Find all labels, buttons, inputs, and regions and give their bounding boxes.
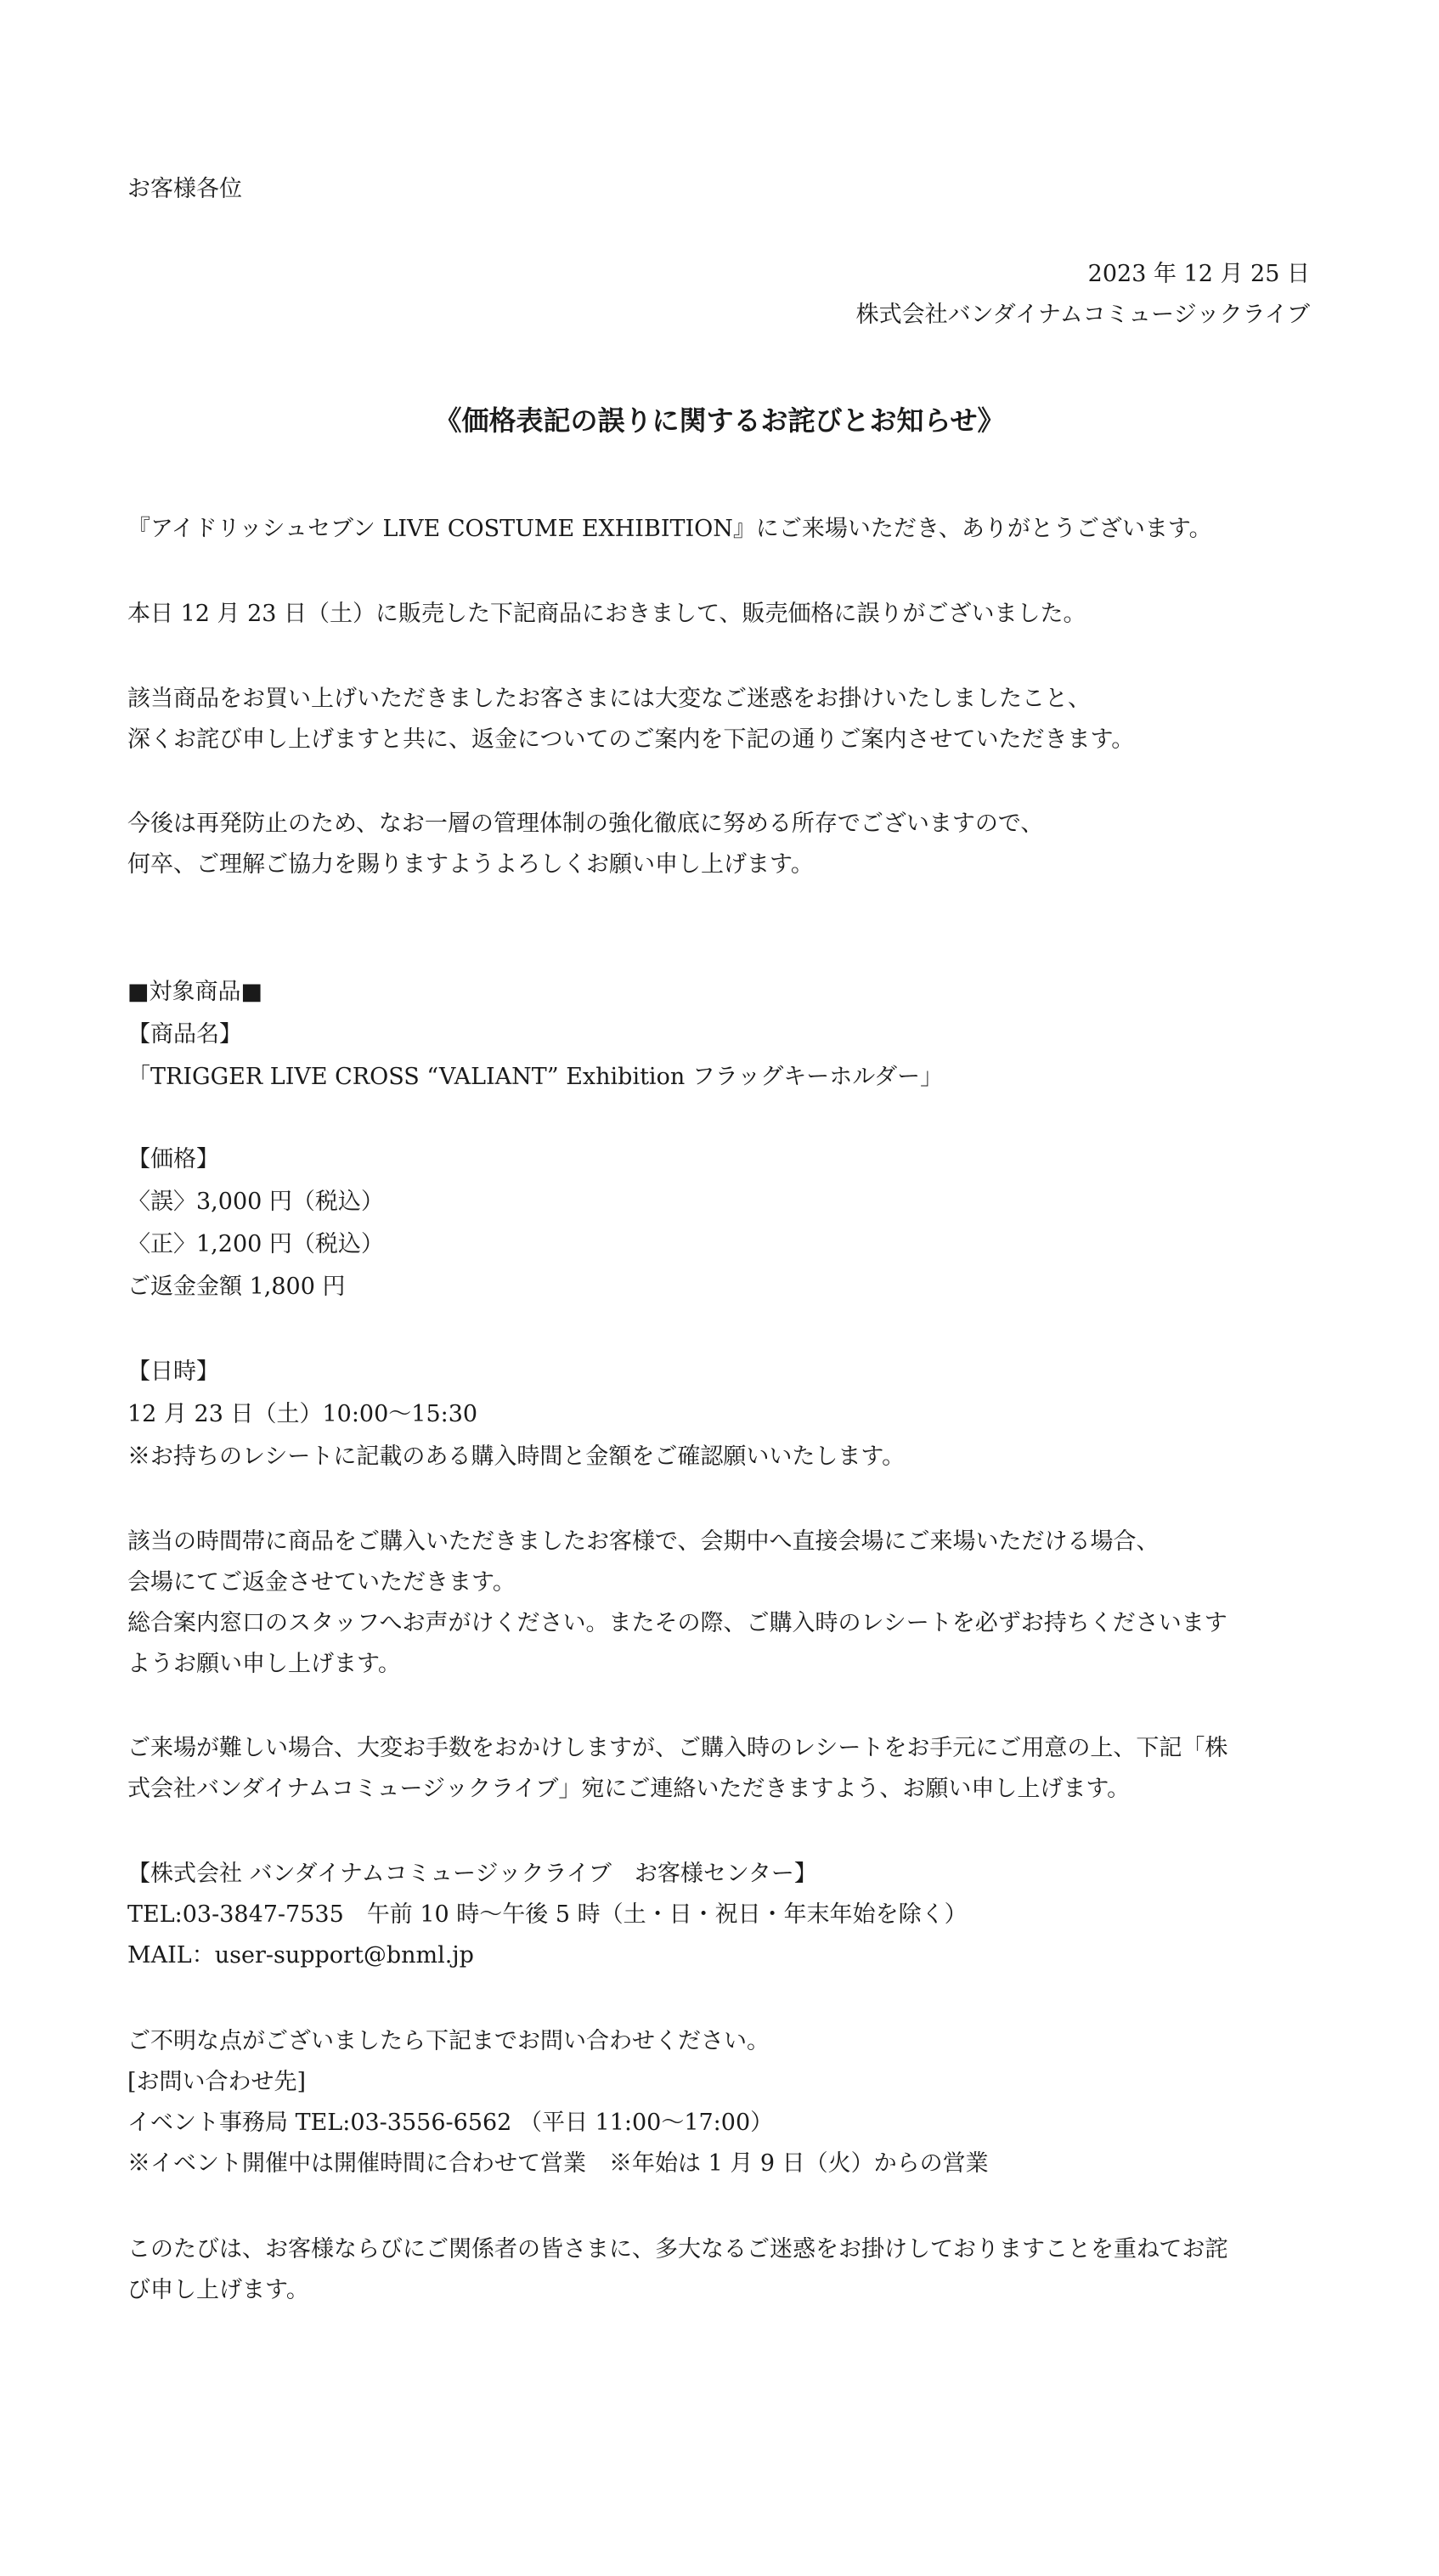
price-label: 【価格】 [127,1146,219,1172]
inquiry-office: イベント事務局 TEL:03-3556-6562 （平日 11:00～17:00） [127,2110,774,2136]
datetime-label: 【日時】 [127,1359,219,1385]
closing-line: び申し上げます。 [127,2277,309,2303]
closing-line: このたびは、お客様ならびにご関係者の皆さまに、多大なるご迷惑をお掛けしておりますことを重ねてお詫 [127,2236,1228,2262]
refund-venue-line: ようお願い申し上げます。 [127,1651,401,1677]
refund-remote-line: ご来場が難しい場合、大変お手数をおかけしますが、ご購入時のレシートをお手元にご用意の上、下記「株 [127,1735,1228,1761]
salutation: お客様各位 [127,176,242,202]
refund-venue-line: 総合案内窓口のスタッフへお声がけください。またその際、ご購入時のレシートを必ずお持ちくださいます [127,1610,1227,1636]
intro-apology-line: 深くお詫び申し上げますと共に、返金についてのご案内を下記の通りご案内させていただきます。 [127,726,1135,753]
inquiry-intro: ご不明な点がございましたら下記までお問い合わせください。 [127,2028,770,2054]
issue-date: 2023 年 12 月 25 日 [1087,261,1310,287]
intro-apology-line: 該当商品をお買い上げいただきましたお客さまには大変なご迷惑をお掛けいたしましたこと、 [127,686,1091,712]
inquiry-label: [お問い合わせ先] [127,2069,307,2095]
inquiry-hours-note: ※イベント開催中は開催時間に合わせて営業 ※年始は 1 月 9 日（火）からの営業 [127,2150,989,2177]
customer-center-tel: TEL:03-3847-7535 午前 10 時～午後 5 時（土・日・祝日・年末年始を除く） [127,1901,968,1928]
intro-prevention-line: 何卒、ご理解ご協力を賜りますようよろしくお願い申し上げます。 [127,851,814,878]
refund-venue-line: 該当の時間帯に商品をご購入いただきましたお客様で、会期中へ直接会場にご来場いただける場合、 [127,1528,1160,1555]
refund-venue-line: 会場にてご返金させていただきます。 [127,1569,516,1596]
page-title: 《価格表記の誤りに関するお詫びとお知らせ》 [434,404,1005,437]
receipt-note: ※お持ちのレシートに記載のある購入時間と金額をご確認願いいたします。 [127,1443,906,1470]
price-wrong: 〈誤〉3,000 円（税込） [127,1189,384,1215]
issuer-name: 株式会社バンダイナムコミュージックライブ [855,302,1310,328]
product-label: 【商品名】 [127,1021,242,1048]
refund-remote-line: 式会社バンダイナムコミュージックライブ」宛にご連絡いただきますよう、お願い申し上げます。 [127,1776,1131,1802]
target-heading: ■対象商品■ [127,979,263,1005]
customer-center-heading: 【株式会社 バンダイナムコミュージックライブ お客様センター】 [127,1861,817,1887]
intro-prevention-line: 今後は再発防止のため、なお一層の管理体制の強化徹底に努める所存でございますので、 [127,811,1044,837]
refund-amount: ご返金金額 1,800 円 [127,1274,346,1300]
datetime-value: 12 月 23 日（土）10:00～15:30 [127,1401,478,1427]
intro-thanks: 『アイドリッシュセブン LIVE COSTUME EXHIBITION』にご来場いただき、ありがとうございます。 [127,516,1212,542]
product-name: 「TRIGGER LIVE CROSS “VALIANT” Exhibition フラッグキーホルダー」 [127,1064,944,1090]
intro-error-notice: 本日 12 月 23 日（土）に販売した下記商品におきまして、販売価格に誤りがございました。 [127,601,1086,627]
customer-center-mail: MAIL：user-support@bnml.jp [127,1942,474,1969]
price-correct: 〈正〉1,200 円（税込） [127,1231,384,1257]
